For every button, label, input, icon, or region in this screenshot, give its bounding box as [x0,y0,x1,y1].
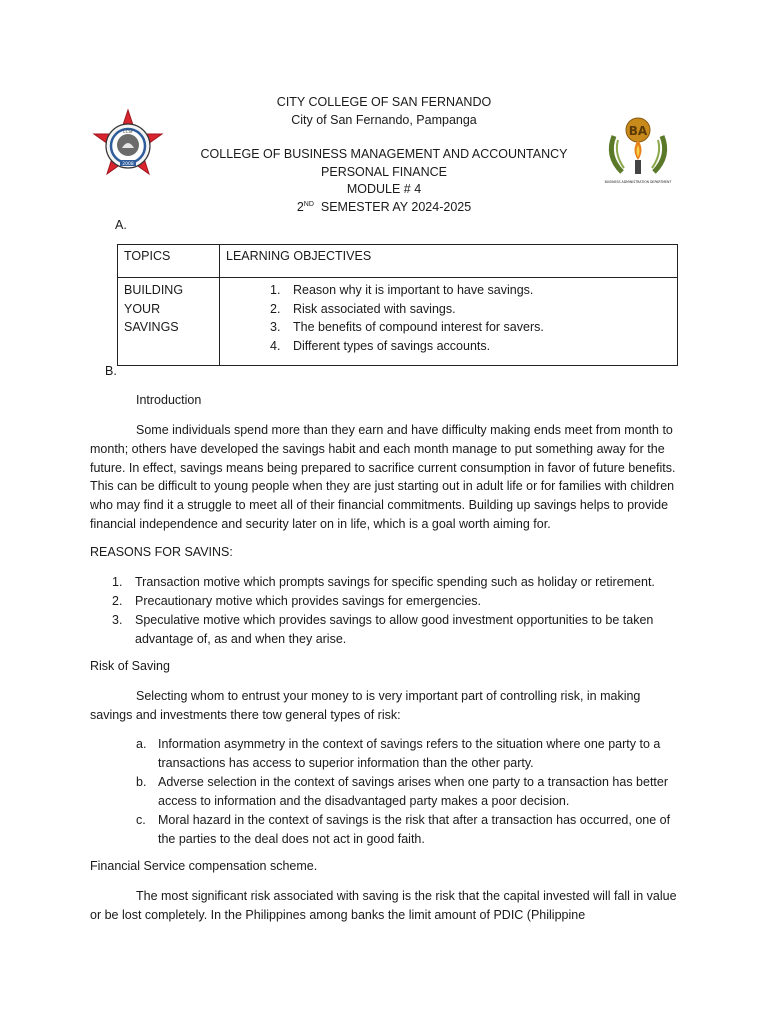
list-item: a. Information asymmetry in the context of savings refers to the situation where one party to a transactions has access to superior information than the other party. [136,737,661,770]
objectives-header: LEARNING OBJECTIVES [220,245,678,278]
objective-item: 3. The benefits of compound interest for savers. [270,320,544,334]
seal-text: CCSF [122,129,134,134]
list-item: c. Moral hazard in the context of savings is the risk that after a transaction has occurred, one of the parties to the deal does not act in good faith. [136,813,671,846]
introduction-paragraph: Some individuals spend more than they earn and have difficulty making ends meet from month to month; others have developed the savings habit and each month manage to put something away for the future. In effect, savings means being prepared to sacrifice current consumption in favor of future benefits. This can be difficult to young people when they are just starting out in adult life or for families with children who may find it a struggle to meet all of their financial commitments. Building up savings helps to provide financial independence and security later on in life, which is a goal worth aiming for. [90,423,676,531]
fscs-heading: Financial Service compensation scheme. [90,859,318,873]
table-row [118,278,678,366]
table-header-row [118,245,678,278]
objective-item: 4. Different types of savings accounts. [270,338,491,353]
introduction-heading: Introduction [136,393,202,407]
objectives-cell [220,278,678,366]
risk-types-list [90,735,680,849]
reasons-heading: REASONS FOR SAVINS: [90,545,233,559]
college-location: City of San Fernando, Pampanga [291,112,477,127]
ba-logo-text: BA [628,124,648,138]
seal-year: 2008 [122,162,134,167]
department-name: COLLEGE OF BUSINESS MANAGEMENT AND ACCOUNTANCY [200,147,568,161]
module-number: MODULE # 4 [346,182,422,196]
semester-line: 2ND SEMESTER AY 2024-2025 [296,199,472,214]
college-name: CITY COLLEGE OF SAN FERNANDO [276,95,492,109]
risk-paragraph: Selecting whom to entrust your money to is very important part of controlling risk, in making savings and investments there tow general types of risk: [90,689,641,722]
fscs-paragraph: The most significant risk associated with saving is the risk that the capital invested will fall in value or be lost completely. In the Philippines among banks the limit amount of PDIC (Philippine [90,889,677,922]
section-a-marker: A. [115,218,127,232]
objective-item: 1. Reason why it is important to have savings. [270,283,534,297]
list-item: b. Adverse selection in the context of savings arises when one party to a transaction has better access to information and the disadvantaged party makes a poor decision. [136,775,669,808]
topic-cell: BUILDING YOUR SAVINGS [118,278,220,366]
topics-header: TOPICS [118,245,220,278]
list-item: 1. Transaction motive which prompts savings for specific spending such as holiday or retirement. [112,575,655,589]
risk-heading: Risk of Saving [90,659,170,673]
ba-logo-caption: BUSINESS ADMINISTRATION DEPARTMENT [604,180,672,184]
list-item: 3. Speculative motive which provides savings to allow good investment opportunities to be taken advantage of, as and when they arise. [112,613,654,646]
learning-objectives-table [117,244,678,366]
course-title: PERSONAL FINANCE [321,164,447,179]
document-header [0,94,768,216]
section-b-marker: B. [105,364,117,378]
objective-item: 2. Risk associated with savings. [270,301,456,316]
reasons-list [90,573,680,649]
list-item: 2. Precautionary motive which provides savings for emergencies. [112,594,481,608]
